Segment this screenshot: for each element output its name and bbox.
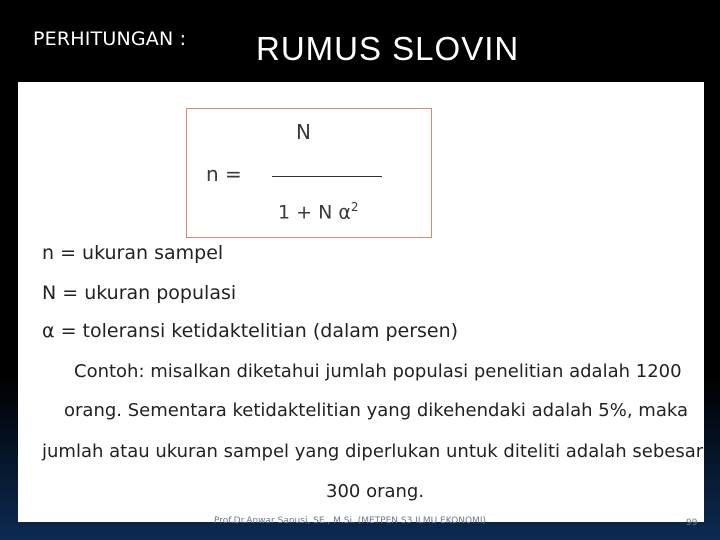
formula-denominator	[278, 200, 359, 223]
page-number: 99	[686, 518, 698, 528]
slide-title: RUMUS SLOVIN	[256, 30, 520, 67]
formula-denominator-text: 1 + N α	[278, 201, 351, 224]
heading-prefix: PERHITUNGAN :	[33, 28, 187, 50]
formula-numerator: N	[296, 120, 311, 144]
example-line-3: jumlah atau ukuran sampel yang diperlukan untuk diteliti adalah sebesar	[42, 441, 704, 462]
formula-exponent: 2	[350, 200, 359, 214]
footer-author: Prof.Dr.Anwar Sanusi, SE., M.Si. (METPEN S3 ILMU EKONOMI)	[214, 516, 486, 526]
example-line-4: 300 orang.	[326, 481, 425, 502]
example-line-2: orang. Sementara ketidaktelitian yang dikehendaki adalah 5%, maka	[64, 400, 688, 421]
definition-N: N = ukuran populasi	[42, 282, 237, 304]
fraction-line	[272, 176, 382, 177]
definition-alpha: α = toleransi ketidaktelitian (dalam persen)	[42, 320, 459, 342]
example-line-1: Contoh: misalkan diketahui jumlah populasi penelitian adalah 1200	[74, 361, 682, 382]
definition-n: n = ukuran sampel	[42, 242, 224, 264]
formula-lhs: n =	[206, 162, 242, 186]
